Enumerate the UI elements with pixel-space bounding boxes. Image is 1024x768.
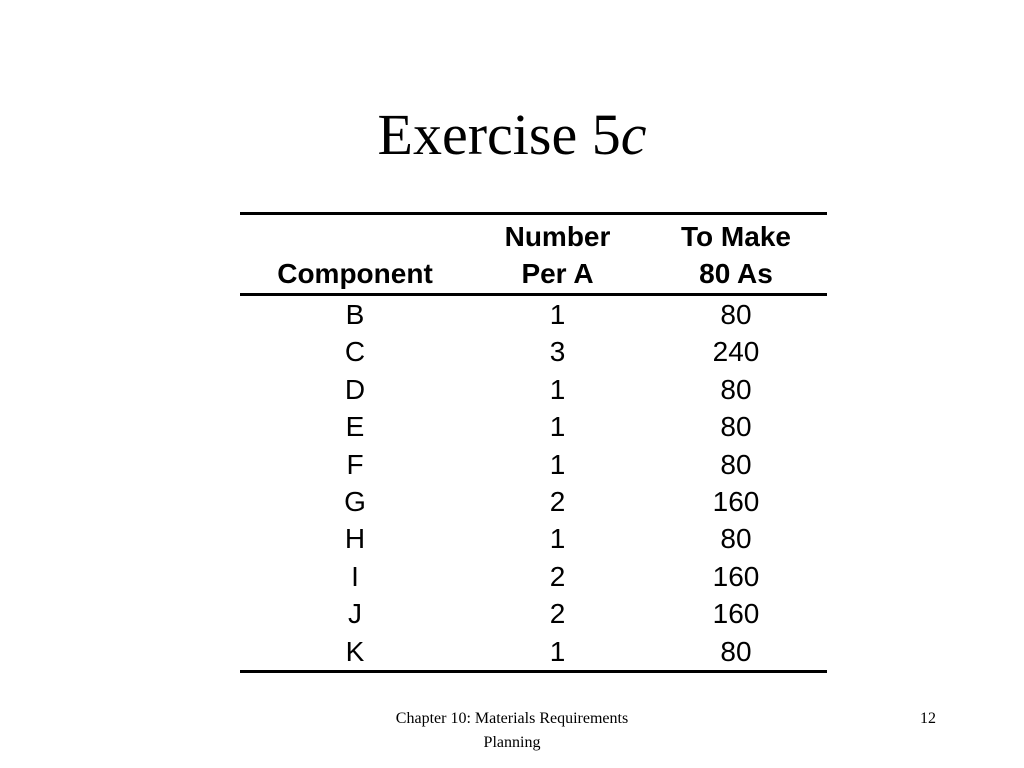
table-row (240, 446, 827, 483)
header-to-make-line2: 80 As (699, 258, 773, 289)
table-row (240, 520, 827, 557)
cell-to-make: 240 (712, 336, 760, 368)
header-to-make (645, 214, 827, 295)
cell-component: K (345, 635, 365, 667)
cell-to-make: 80 (720, 299, 752, 330)
cell-number-per-a: 1 (549, 635, 566, 667)
footer-chapter-title (362, 707, 662, 755)
cell-component: F (346, 448, 364, 480)
header-component-line2: Component (277, 258, 433, 289)
cell-number-per-a: 1 (549, 448, 566, 480)
cell-component: G (344, 486, 366, 518)
cell-component: D (344, 373, 366, 405)
header-to-make-line1: To Make (681, 221, 791, 252)
cell-component: J (348, 598, 362, 630)
cell-component: E (345, 411, 365, 443)
table-row (240, 371, 827, 408)
cell-component: B (345, 299, 365, 330)
cell-to-make: 80 (720, 635, 752, 667)
table-row (240, 295, 827, 334)
component-requirements-table (240, 212, 827, 673)
footer-chapter-line1: Chapter 10: Materials Requirements (395, 710, 629, 727)
cell-to-make: 80 (720, 411, 752, 443)
cell-number-per-a: 2 (549, 486, 566, 518)
cell-to-make: 80 (720, 448, 752, 480)
footer-chapter-line2: Planning (483, 734, 541, 751)
table-header (240, 214, 827, 295)
cell-to-make: 160 (712, 560, 760, 592)
header-component (240, 214, 470, 295)
cell-component: I (351, 560, 359, 592)
cell-to-make: 80 (720, 373, 752, 405)
cell-number-per-a: 1 (549, 523, 566, 555)
table-row (240, 633, 827, 672)
cell-number-per-a: 1 (549, 411, 566, 443)
table-row (240, 483, 827, 520)
cell-number-per-a: 2 (549, 598, 566, 630)
page-number: 12 (920, 710, 936, 727)
table-row (240, 333, 827, 370)
cell-number-per-a: 2 (549, 560, 566, 592)
table-row (240, 558, 827, 595)
header-number-per-a-line2: Per A (521, 258, 594, 289)
table-body (240, 295, 827, 672)
cell-to-make: 160 (712, 598, 760, 630)
cell-to-make: 80 (720, 523, 752, 555)
slide-title-main: Exercise 5 (377, 102, 621, 167)
cell-component: C (344, 336, 366, 368)
cell-number-per-a: 1 (549, 373, 566, 405)
cell-number-per-a: 1 (549, 299, 566, 330)
cell-component: H (344, 523, 366, 555)
header-number-per-a (470, 214, 645, 295)
slide-title (0, 100, 1024, 170)
slide-title-suffix: c (620, 102, 647, 167)
cell-to-make: 160 (712, 486, 760, 518)
table-header-row (240, 214, 827, 295)
cell-number-per-a: 3 (549, 336, 566, 368)
table-row (240, 595, 827, 632)
table-row (240, 408, 827, 445)
header-number-per-a-line1: Number (504, 221, 611, 252)
